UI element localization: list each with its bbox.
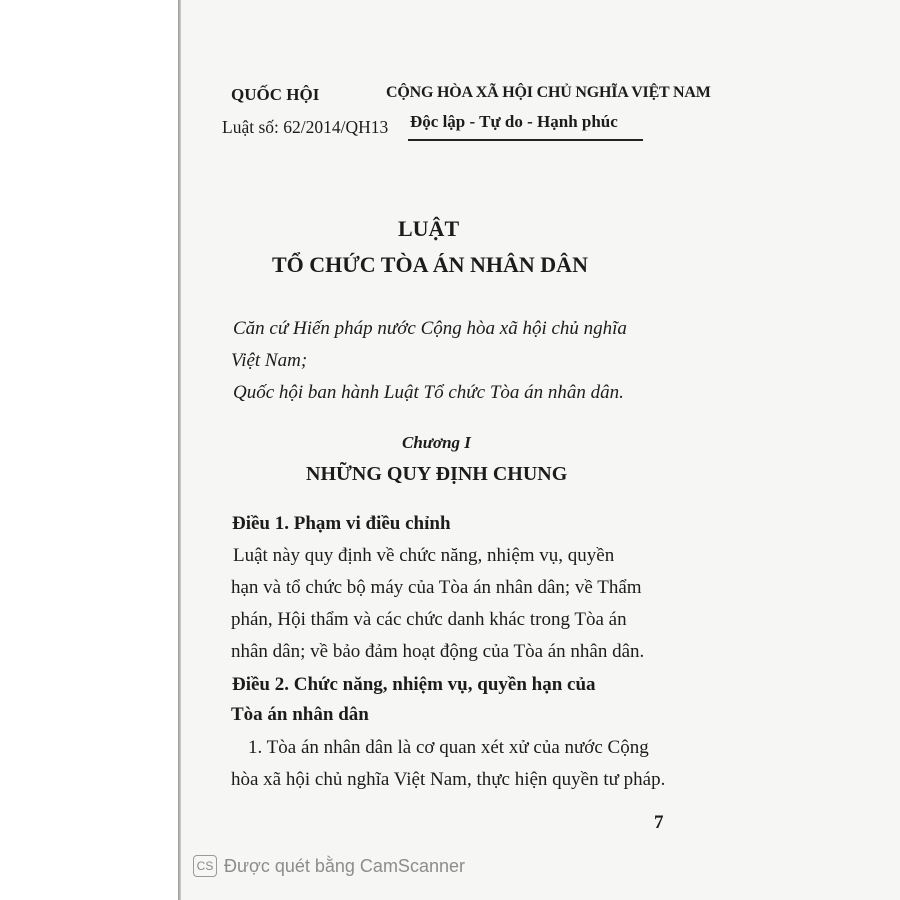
chapter-title: NHỮNG QUY ĐỊNH CHUNG	[306, 463, 568, 485]
chapter-label: Chương I	[402, 433, 471, 452]
page-number: 7	[654, 812, 664, 833]
national-motto: Độc lập - Tự do - Hạnh phúc	[410, 112, 618, 131]
article-2-line: hòa xã hội chủ nghĩa Việt Nam, thực hiện quyền tư pháp.	[231, 769, 666, 790]
camscanner-icon: CS	[193, 855, 217, 877]
article-1-line: Luật này quy định về chức năng, nhiệm vụ, quyền	[233, 545, 615, 566]
motto-underline	[408, 139, 643, 141]
issuer-name: QUỐC HỘI	[231, 85, 320, 104]
law-number: Luật số: 62/2014/QH13	[222, 117, 389, 137]
article-2-title: Tòa án nhân dân	[231, 704, 369, 725]
article-1-line: hạn và tổ chức bộ máy của Tòa án nhân dân; về Thẩm	[231, 577, 642, 598]
document-type: LUẬT	[398, 216, 460, 241]
country-name: CỘNG HÒA XÃ HỘI CHỦ NGHĨA VIỆT NAM	[386, 84, 711, 101]
article-2-line: 1. Tòa án nhân dân là cơ quan xét xử của nước Cộng	[248, 737, 649, 758]
page-margin	[0, 0, 178, 900]
preamble-line: Việt Nam;	[231, 350, 308, 371]
document-title: TỔ CHỨC TÒA ÁN NHÂN DÂN	[272, 252, 588, 277]
preamble-line: Quốc hội ban hành Luật Tổ chức Tòa án nhân dân.	[233, 382, 624, 403]
scanner-watermark-text: Được quét bằng CamScanner	[224, 855, 465, 876]
article-1-line: nhân dân; về bảo đảm hoạt động của Tòa án nhân dân.	[231, 641, 645, 662]
scanner-watermark	[193, 855, 465, 877]
article-2-title: Điều 2. Chức năng, nhiệm vụ, quyền hạn của	[232, 674, 596, 695]
article-1-line: phán, Hội thẩm và các chức danh khác trong Tòa án	[231, 609, 627, 630]
preamble-line: Căn cứ Hiến pháp nước Cộng hòa xã hội chủ nghĩa	[233, 318, 627, 339]
article-1-title: Điều 1. Phạm vi điều chỉnh	[232, 513, 451, 534]
